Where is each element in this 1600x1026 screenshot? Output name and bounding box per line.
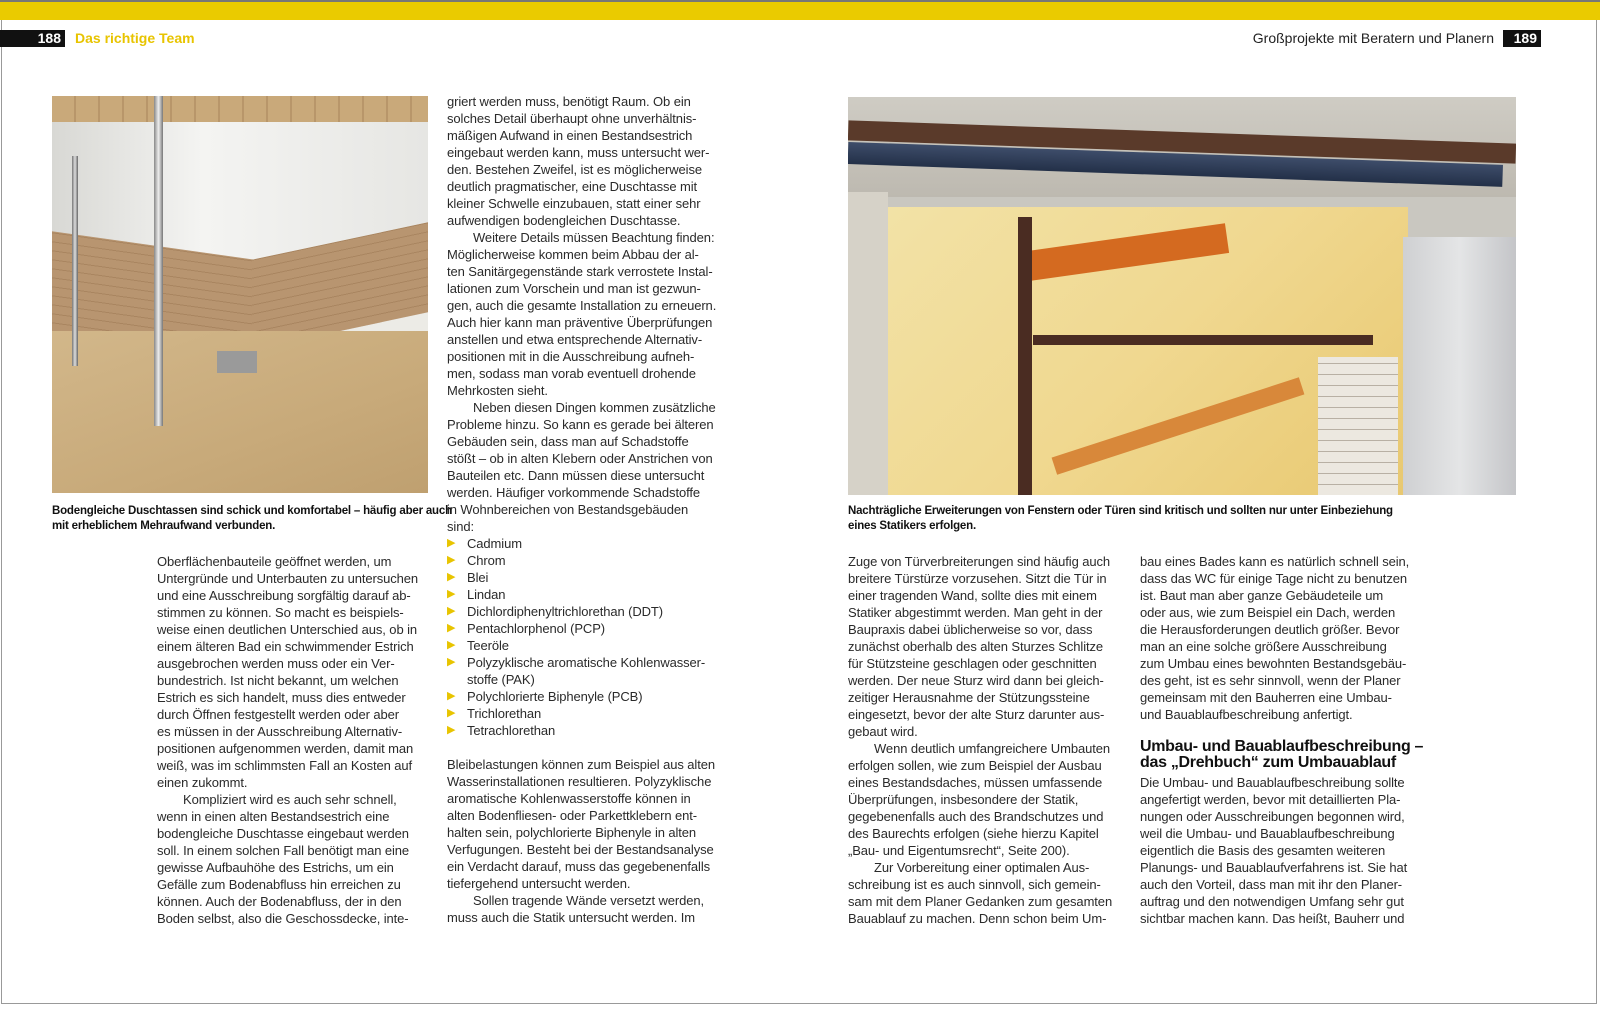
text-line: Sollen tragende Wände versetzt werden, [473,893,705,908]
bullet-triangle-icon: ▶ [447,724,456,736]
caption-line: Nachträgliche Erweiterungen von Fenstern oder Türen sind kritisch und sollten nur unter Einbeziehung [848,505,1393,517]
text-line: halten sein, polychlorierte Biphenyle in alten [447,825,697,840]
right-running-title: Großprojekte mit Beratern und Planern [1252,30,1494,46]
text-line: weil die Umbau- und Bauablaufbeschreibung [1140,826,1395,841]
text-line: weiß, was im schlimmsten Fall an Kosten auf [157,758,413,773]
text-line: einen zukommt. [157,775,248,790]
text-line: „Bau- und Eigentumsrecht“, Seite 200). [848,843,1070,858]
text-line: soll. In einem solchen Fall benötigt man eine [157,843,410,858]
list-item [447,705,716,722]
list-item [447,722,716,739]
text-line: und eine Ausschreibung sorgfältig darauf ab- [157,588,411,603]
text-line: in Wohnbereichen von Bestandsgebäuden [447,502,689,517]
list-item-text: Dichlordiphenyltrichlorethan (DDT) [467,604,664,619]
text-line: Zuge von Türverbreiterungen sind häufig auch [848,554,1111,569]
door-lintel-photo-caption [848,504,1393,534]
text-line: stößt – ob in alten Klebern oder Anstrichen von [447,451,713,466]
section-heading [1140,739,1423,771]
text-line: zum Umbau eines bewohnten Bestandsgebäu- [1140,656,1407,671]
text-line: Weitere Details müssen Beachtung finden: [473,230,715,245]
bullet-triangle-icon: ▶ [447,537,456,549]
left-column-2 [447,93,716,926]
text-line: Möglicherweise kommen beim Abbau der al- [447,247,699,262]
list-item [447,603,716,620]
text-line: Zur Vorbereitung einer optimalen Aus- [874,860,1090,875]
text-line: Gefälle zum Bodenabfluss hin erreichen zu [157,877,401,892]
text-line: deutlich pragmatischer, eine Duschtasse mit [447,179,698,194]
text-line: tiefergehend untersucht werden. [447,876,631,891]
text-line: ausgebrochen werden muss oder ein Ver- [157,656,395,671]
text-line: Überprüfungen, insbesondere der Statik, [848,792,1079,807]
list-item-text: Polychlorierte Biphenyle (PCB) [467,689,643,704]
text-line: gebaut wird. [848,724,918,739]
text-line: wenn in einen alten Bestandsestrich eine [157,809,390,824]
list-item [447,552,716,569]
top-color-band [0,0,1600,20]
list-item [447,535,716,552]
list-item-text: Cadmium [467,536,522,551]
text-line: nungen oder Ausschreibungen begonnen wird, [1140,809,1405,824]
text-line: positionen aufgenommen werden, damit man [157,741,414,756]
text-line: Untergründe und Unterbauten zu untersuchen [157,571,419,586]
list-item-text: Lindan [467,587,506,602]
text-line: Gebäuden sein, dass man auf Schadstoffe [447,434,689,449]
bullet-triangle-icon: ▶ [447,588,456,600]
text-line: angefertigt werden, bevor mit detaillierten Pla- [1140,792,1401,807]
text-line: des geht, ist es sehr sinnvoll, wenn der Planer [1140,673,1401,688]
text-line: die Herausforderungen deutlich größer. Bevor [1140,622,1400,637]
column-text [447,756,716,926]
list-item [447,637,716,654]
text-line: Baupraxis dabei üblicherweise so vor, dass [848,622,1093,637]
list-item-text: Trichlorethan [467,706,542,721]
text-line: bodengleiche Duschtasse eingebaut werden [157,826,409,841]
shower-photo [52,96,428,493]
list-item [447,620,716,637]
caption-line: Bodengleiche Duschtassen sind schick und komfortabel – häufig aber auch [52,505,452,517]
text-line: eingebaut werden kann, muss untersucht wer- [447,145,710,160]
text-line: bau eines Bades kann es natürlich schnell sein, [1140,554,1410,569]
text-line: ten Sanitärgegenstände stark verrostete Instal- [447,264,713,279]
bullet-triangle-icon: ▶ [447,605,456,617]
text-line: Neben diesen Dingen kommen zusätzliche [473,400,716,415]
text-line: gegebenenfalls auch des Brandschutzes und [848,809,1104,824]
text-line: schreibung ist es auch sinnvoll, sich gemein- [848,877,1101,892]
bullet-triangle-icon: ▶ [447,690,456,702]
text-line: einer tragenden Wand, sollte dies mit einem [848,588,1097,603]
text-line: Wenn deutlich umfangreichere Umbauten [874,741,1110,756]
text-line: den. Bestehen Zweifel, ist es möglicherweise [447,162,703,177]
text-line: oder aus, wie zum Beispiel ein Dach, werden [1140,605,1396,620]
text-line: mäßigen Aufwand in einen Bestandsestrich [447,128,693,143]
bullet-triangle-icon: ▶ [447,639,456,651]
text-line: Oberflächenbauteile geöffnet werden, um [157,554,392,569]
text-line: anstellen und etwa entsprechende Alternativ- [447,332,703,347]
text-line: sind: [447,519,474,534]
text-line: zeitiger Herausnahme der Stützungssteine [848,690,1090,705]
text-line: Statiker abgestimmt werden. Man geht in der [848,605,1103,620]
text-line: eines Bestandsdaches, müssen umfassende [848,775,1103,790]
bullet-triangle-icon: ▶ [447,622,456,634]
right-column-1 [848,553,1112,927]
text-line: lationen zum Vorschein und man ist gezwun- [447,281,701,296]
list-item [447,654,716,671]
bullet-triangle-icon: ▶ [447,554,456,566]
text-line: Planungs- und Bauablaufverfahrens ist. Sie hat [1140,860,1408,875]
text-line: Mehrkosten sieht. [447,383,548,398]
text-line: auftrag und den notwendigen Umfang sehr gut [1140,894,1404,909]
text-line: positionen mit in die Ausschreibung aufneh- [447,349,695,364]
text-line: griert werden muss, benötigt Raum. Ob ein [447,94,691,109]
text-line: erfolgen sollen, wie zum Beispiel der Ausbau [848,758,1102,773]
column-text [447,93,716,535]
text-line: aufwendigen bodengleichen Duschtasse. [447,213,681,228]
right-column-2b [1140,774,1407,927]
text-line: Bleibelastungen können zum Beispiel aus alten [447,757,715,772]
list-item [447,569,716,586]
text-line: Verfugungen. Besteht bei der Bestandsanalyse [447,842,714,857]
list-item-text: Blei [467,570,489,585]
text-line: können. Auch der Bodenabfluss, der in den [157,894,402,909]
list-item-text: Chrom [467,553,506,568]
list-item-text: Pentachlorphenol (PCP) [467,621,605,636]
list-item [447,688,716,705]
text-line: eigentlich die Basis des gesamten weiteren [1140,843,1386,858]
text-line: Auch hier kann man präventive Überprüfungen [447,315,713,330]
text-line: sichtbar machen kann. Das heißt, Bauherr und [1140,911,1405,926]
text-line: werden. Der neue Sturz wird dann bei gleich- [848,673,1104,688]
shower-photo-caption [52,504,452,534]
text-line: Bauablauf zu machen. Denn schon beim Um- [848,911,1107,926]
right-page-number: 189 [1503,30,1541,47]
text-line: es müssen in der Ausschreibung Alternativ- [157,724,403,739]
text-line: Estrich es sich handelt, muss dies entweder [157,690,406,705]
text-line: eingesetzt, bevor der alte Sturz darunter aus- [848,707,1105,722]
text-line: Probleme hinzu. So kann es gerade bei älteren [447,417,714,432]
text-line: breitere Türstürze vorzusehen. Sitzt die Tür in [848,571,1107,586]
text-line: men, sodass man vorab eventuell drohende [447,366,696,381]
bullet-triangle-icon: ▶ [447,571,456,583]
text-line: stimmen zu können. So macht es beispiels- [157,605,404,620]
text-line: sam mit dem Planer Gedanken zum gesamten [848,894,1113,909]
text-line: Die Umbau- und Bauablaufbeschreibung sollte [1140,775,1405,790]
text-line: dass das WC für einige Tage nicht zu benutzen [1140,571,1407,586]
text-line: für Stützsteine geschlagen oder geschnitten [848,656,1097,671]
text-line: muss auch die Statik untersucht werden. Im [447,910,695,925]
text-line: weise einen deutlichen Unterschied aus, ob in [157,622,418,637]
list-item-text: Tetrachlorethan [467,723,556,738]
heading-line: Umbau- und Bauablaufbeschreibung – [1140,738,1424,755]
list-item-text: stoffe (PAK) [467,672,535,687]
text-line: des Baurechts erfolgen (siehe hierzu Kapitel [848,826,1099,841]
text-line: gewisse Aufbauhöhe des Estrichs, um ein [157,860,394,875]
text-line: zunächst oberhalb des alten Sturzes Schlitze [848,639,1104,654]
text-line: solches Detail überhaupt ohne unverhältnis- [447,111,697,126]
left-column-1 [157,553,418,927]
text-line: ist. Baut man aber ganze Gebäudeteile um [1140,588,1384,603]
text-line: werden. Häufiger vorkommende Schadstoffe [447,485,701,500]
text-line: Bauteilen etc. Dann müssen diese untersucht [447,468,705,483]
text-line: bundestrich. Ist nicht bekannt, um welchen [157,673,399,688]
text-line: Boden selbst, also die Geschossdecke, inte- [157,911,409,926]
text-line: Kompliziert wird es auch sehr schnell, [183,792,397,807]
left-page-number: 188 [0,30,65,47]
text-line: alten Bodenfliesen- oder Parkettklebern ent- [447,808,697,823]
text-line: einem älteren Bad ein schwimmender Estrich [157,639,414,654]
text-line: durch Öffnen festgestellt werden oder aber [157,707,399,722]
text-line: auch den Vorteil, dass man mit ihr den Planer- [1140,877,1403,892]
list-item-text: Teeröle [467,638,509,653]
list-item [447,671,716,688]
bullet-triangle-icon: ▶ [447,707,456,719]
text-line: und Bauablaufbeschreibung anfertigt. [1140,707,1353,722]
caption-line: mit erheblichem Mehraufwand verbunden. [52,520,276,532]
text-line: ein Verdacht darauf, muss das gegebenenfalls [447,859,711,874]
text-line: kleiner Schwelle einzubauen, statt einer sehr [447,196,701,211]
pollutant-list [447,535,716,739]
text-line: aromatische Kohlenwasserstoffe können in [447,791,691,806]
bullet-triangle-icon: ▶ [447,656,456,668]
heading-line: das „Drehbuch“ zum Umbauablauf [1140,754,1396,771]
text-line: man an eine solche größere Ausschreibung [1140,639,1387,654]
text-line: Wasserinstallationen resultieren. Polyzyklische [447,774,712,789]
text-line: gemeinsam mit den Bauherren eine Umbau- [1140,690,1392,705]
caption-line: eines Statikers erfolgen. [848,520,976,532]
list-item-text: Polyzyklische aromatische Kohlenwasser- [467,655,706,670]
list-item [447,586,716,603]
text-line: gen, auch die gesamte Installation zu erneuern. [447,298,717,313]
right-column-2a [1140,553,1409,723]
left-running-title: Das richtige Team [75,30,195,46]
door-lintel-photo [848,97,1516,495]
